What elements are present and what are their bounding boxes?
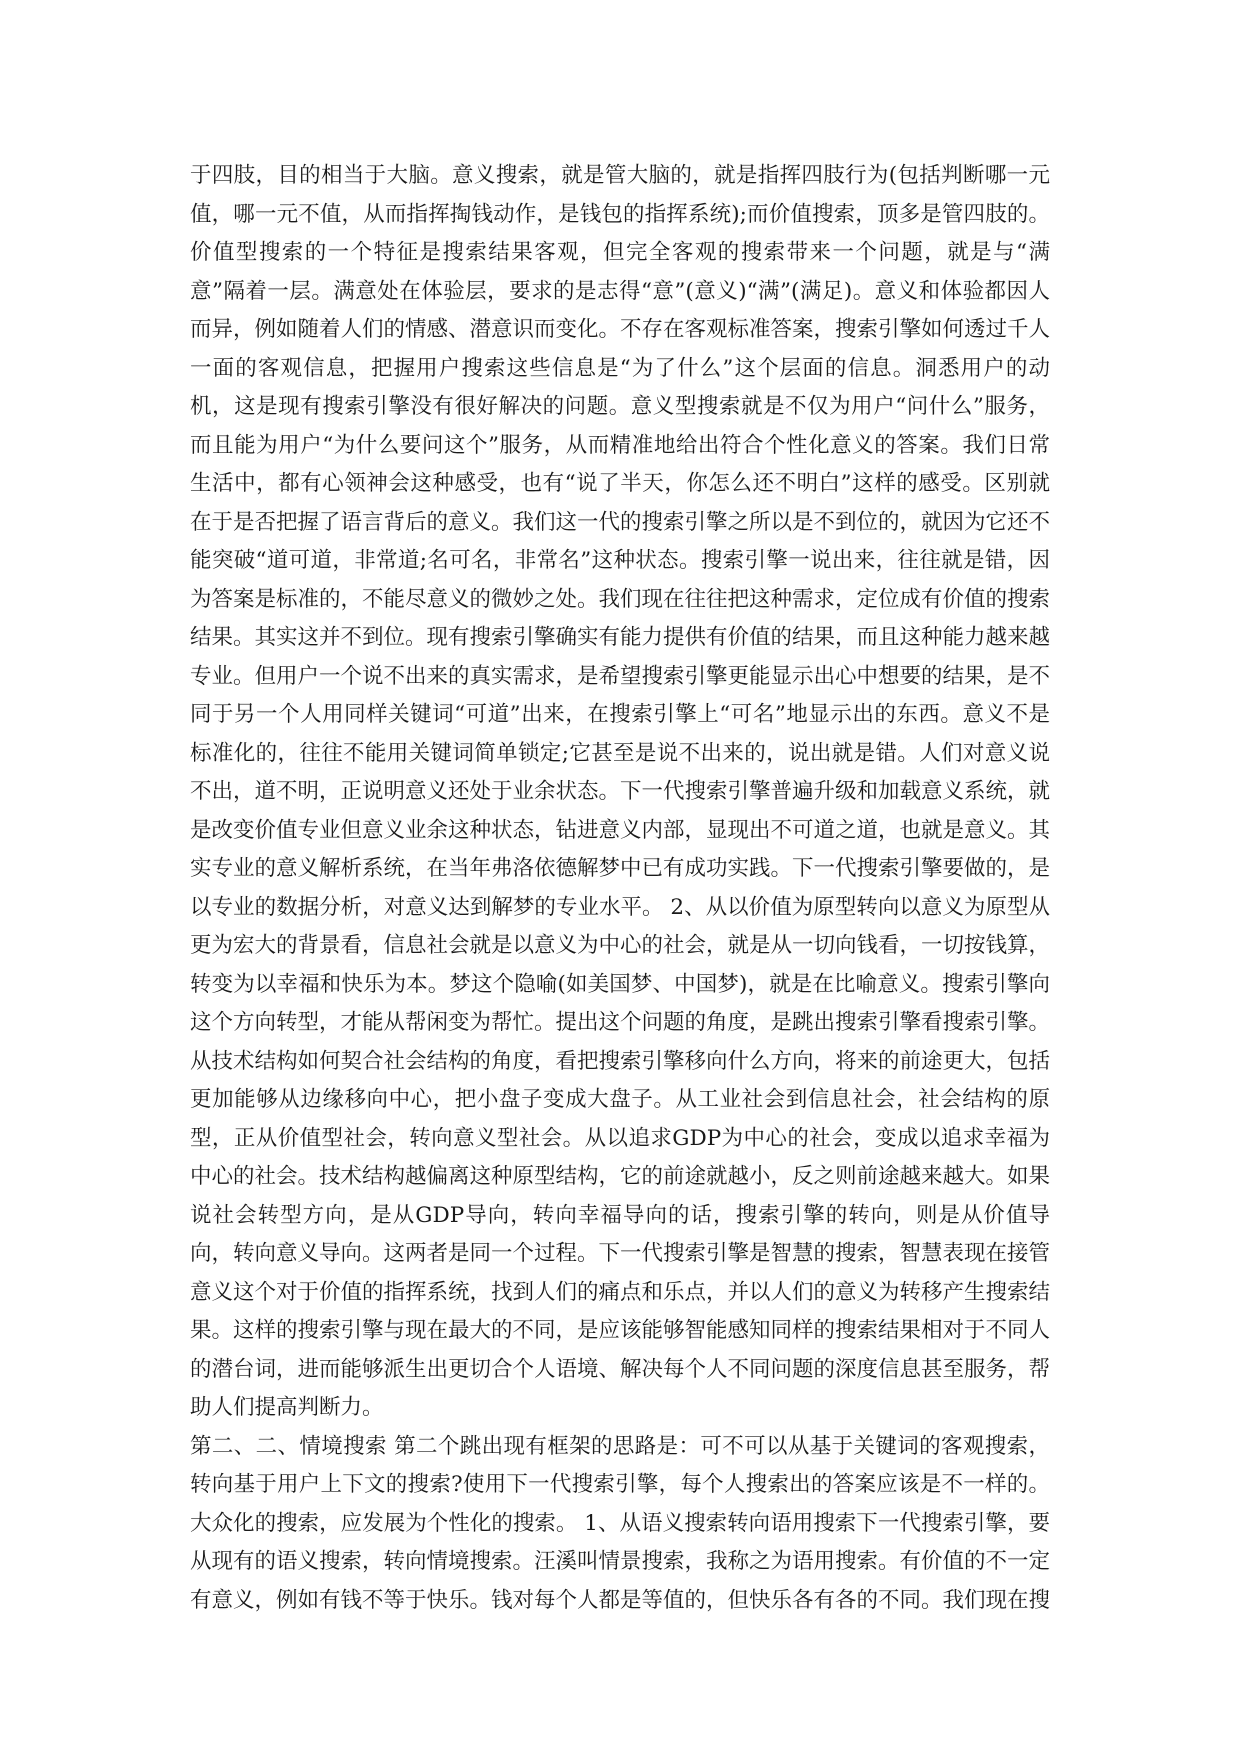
paragraph-2: 第二、二、情境搜索 第二个跳出现有框架的思路是：可不可以从基于关键词的客观搜索，转向基于用户上下文的搜索?使用下一代搜索引擎，每个人搜索出的答案应该是不一样的。大众化的搜索，应发展为个性化的搜索。 1、从语义搜索转向语用搜索下一代搜索引擎，要从现有的语义搜索，转向情境搜索。汪溪叫情景搜索，我称之为语用搜索。有价值的不一定有意义，例如有钱不等于快乐。钱对每个人都是等值的，但快乐各有各的不同。我们现在搜 [190,1433,1051,1613]
document-body [190,157,1050,1620]
paragraph-1: 于四肢，目的相当于大脑。意义搜索，就是管大脑的，就是指挥四肢行为(包括判断哪一元值，哪一元不值，从而指挥掏钱动作，是钱包的指挥系统);而价值搜索，顶多是管四肢的。价值型搜索的一个特征是搜索结果客观，但完全客观的搜索带来一个问题，就是与“满意”隔着一层。满意处在体验层，要求的是志得“意”(意义)“满”(满足)。意义和体验都因人而异，例如随着人们的情感、潜意识而变化。不存在客观标准答案，搜索引擎如何透过千人一面的客观信息，把握用户搜索这些信息是“为了什么”这个层面的信息。洞悉用户的动机，这是现有搜索引擎没有很好解决的问题。意义型搜索就是不仅为用户“问什么”服务，而且能为用户“为什么要问这个”服务，从而精准地给出符合个性化意义的答案。我们日常生活中，都有心领神会这种感受，也有“说了半天，你怎么还不明白”这样的感受。区别就在于是否把握了语言背后的意义。我们这一代的搜索引擎之所以是不到位的，就因为它还不能突破“道可道，非常道;名可名，非常名”这种状态。搜索引擎一说出来，往往就是错，因为答案是标准的，不能尽意义的微妙之处。我们现在往往把这种需求，定位成有价值的搜索结果。其实这并不到位。现有搜索引擎确实有能力提供有价值的结果，而且这种能力越来越专业。但用户一个说不出来的真实需求，是希望搜索引擎更能显示出心中想要的结果，是不同于另一个人用同样关键词“可道”出来，在搜索引擎上“可名”地显示出的东西。意义不是标准化的，往往不能用关键词简单锁定;它甚至是说不出来的，说出就是错。人们对意义说不出，道不明，正说明意义还处于业余状态。下一代搜索引擎普遍升级和加载意义系统，就是改变价值专业但意义业余这种状态，钻进意义内部，显现出不可道之道，也就是意义。其实专业的意义解析系统，在当年弗洛依德解梦中已有成功实践。下一代搜索引擎要做的，是以专业的数据分析，对意义达到解梦的专业水平。 2、从以价值为原型转向以意义为原型从更为宏大的背景看，信息社会就是以意义为中心的社会，就是从一切向钱看，一切按钱算，转变为以幸福和快乐为本。梦这个隐喻(如美国梦、中国梦)，就是在比喻意义。搜索引擎向这个方向转型，才能从帮闲变为帮忙。提出这个问题的角度，是跳出搜索引擎看搜索引擎。从技术结构如何契合社会结构的角度，看把搜索引擎移向什么方向，将来的前途更大，包括更加能够从边缘移向中心，把小盘子变成大盘子。从工业社会到信息社会，社会结构的原型，正从价值型社会，转向意义型社会。从以追求GDP为中心的社会，变成以追求幸福为中心的社会。技术结构越偏离这种原型结构，它的前途就越小，反之则前途越来越大。如果说社会转型方向，是从GDP导向，转向幸福导向的话，搜索引擎的转向，则是从价值导向，转向意义导向。这两者是同一个过程。下一代搜索引擎是智慧的搜索，智慧表现在接管意义这个对于价值的指挥系统，找到人们的痛点和乐点，并以人们的意义为转移产生搜索结果。这样的搜索引擎与现在最大的不同，是应该能够智能感知同样的搜索结果相对于不同人的潜台词，进而能够派生出更切合个人语境、解决每个人不同问题的深度信息甚至服务，帮助人们提高判断力。 [190,163,1051,1420]
